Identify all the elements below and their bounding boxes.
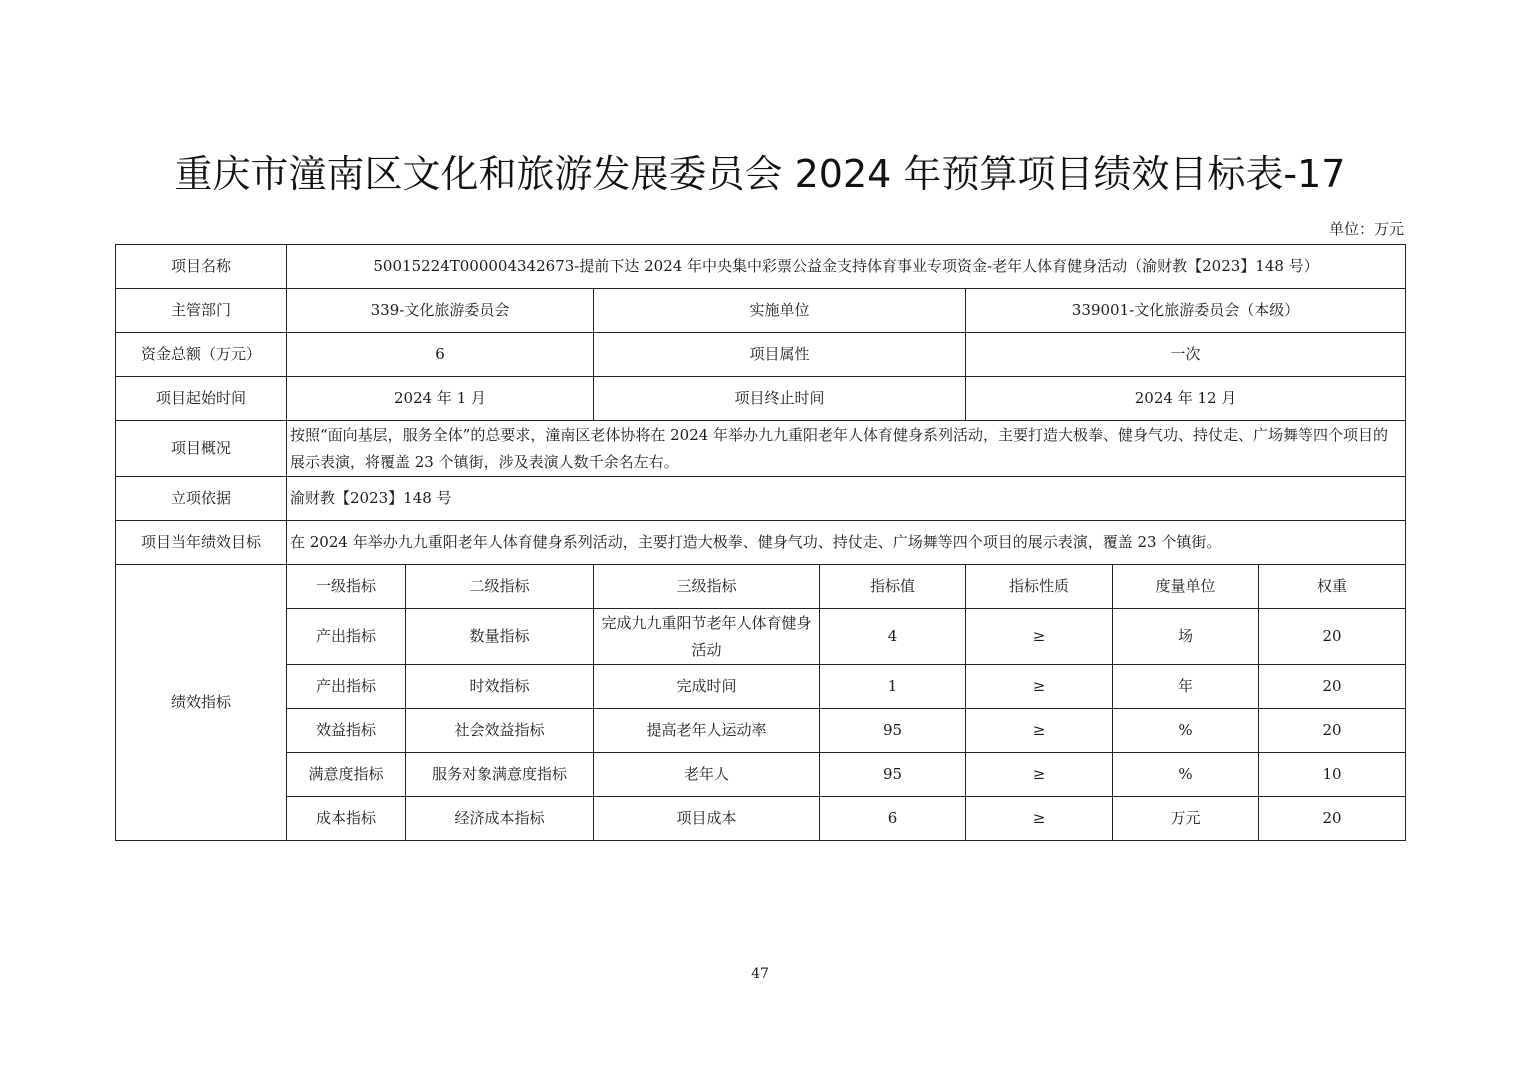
indicator-row <box>116 665 1406 709</box>
row-goal <box>116 521 1406 565</box>
indicator-level1: 效益指标 <box>287 709 406 753</box>
indicator-row <box>116 609 1406 665</box>
overview-label: 项目概况 <box>116 421 287 477</box>
project-name-value: 50015224T000004342673-提前下达 2024 年中央集中彩票公益金支持体育事业专项资金-老年人体育健身活动（渝财教【2023】148 号） <box>287 245 1406 289</box>
indicator-value: 95 <box>820 753 966 797</box>
indicator-header-row <box>116 565 1406 609</box>
goal-value: 在 2024 年举办九九重阳老年人体育健身系列活动，主要打造大极拳、健身气功、持仗走、广场舞等四个项目的展示表演，覆盖 23 个镇街。 <box>287 521 1406 565</box>
indicator-level2: 社会效益指标 <box>406 709 594 753</box>
basis-value: 渝财教【2023】148 号 <box>287 477 1406 521</box>
total-label: 资金总额（万元） <box>116 333 287 377</box>
attr-label: 项目属性 <box>594 333 966 377</box>
indicator-level1: 成本指标 <box>287 797 406 841</box>
indicator-unit: % <box>1113 709 1259 753</box>
page-number: 47 <box>751 966 769 982</box>
end-value: 2024 年 12 月 <box>966 377 1406 421</box>
header-level2: 二级指标 <box>406 565 594 609</box>
indicator-row <box>116 709 1406 753</box>
indicator-level2: 时效指标 <box>406 665 594 709</box>
indicator-level2: 数量指标 <box>406 609 594 665</box>
indicator-nature: ≥ <box>966 609 1113 665</box>
indicator-weight: 10 <box>1259 753 1406 797</box>
impl-label: 实施单位 <box>594 289 966 333</box>
header-weight: 权重 <box>1259 565 1406 609</box>
project-name-label: 项目名称 <box>116 245 287 289</box>
indicator-row <box>116 753 1406 797</box>
header-value: 指标值 <box>820 565 966 609</box>
row-period <box>116 377 1406 421</box>
indicator-unit: 年 <box>1113 665 1259 709</box>
indicator-value: 1 <box>820 665 966 709</box>
indicator-level1: 满意度指标 <box>287 753 406 797</box>
indicator-unit: 万元 <box>1113 797 1259 841</box>
unit-label: 单位：万元 <box>1328 220 1404 238</box>
row-project-name <box>116 245 1406 289</box>
indicator-level3: 完成时间 <box>594 665 820 709</box>
start-value: 2024 年 1 月 <box>287 377 594 421</box>
dept-label: 主管部门 <box>116 289 287 333</box>
basis-label: 立项依据 <box>116 477 287 521</box>
indicator-weight: 20 <box>1259 709 1406 753</box>
header-unit: 度量单位 <box>1113 565 1259 609</box>
indicator-level3: 提高老年人运动率 <box>594 709 820 753</box>
indicator-row <box>116 797 1406 841</box>
start-label: 项目起始时间 <box>116 377 287 421</box>
indicator-value: 4 <box>820 609 966 665</box>
indicator-value: 95 <box>820 709 966 753</box>
indicator-nature: ≥ <box>966 709 1113 753</box>
indicator-unit: 场 <box>1113 609 1259 665</box>
indicator-level3: 完成九九重阳节老年人体育健身活动 <box>594 609 820 665</box>
indicator-unit: % <box>1113 753 1259 797</box>
row-department <box>116 289 1406 333</box>
goal-label: 项目当年绩效目标 <box>116 521 287 565</box>
indicator-level1: 产出指标 <box>287 609 406 665</box>
end-label: 项目终止时间 <box>594 377 966 421</box>
indicator-level2: 服务对象满意度指标 <box>406 753 594 797</box>
indicator-weight: 20 <box>1259 665 1406 709</box>
header-level3: 三级指标 <box>594 565 820 609</box>
indicators-section-label: 绩效指标 <box>116 565 287 841</box>
indicator-nature: ≥ <box>966 797 1113 841</box>
indicator-level3: 项目成本 <box>594 797 820 841</box>
overview-value: 按照“面向基层，服务全体”的总要求，潼南区老体协将在 2024 年举办九九重阳老年人体育健身系列活动，主要打造大极拳、健身气功、持仗走、广场舞等四个项目的展示表演，将覆盖 23 个镇街，涉及表演人数千余名左右。 <box>287 421 1406 477</box>
total-value: 6 <box>287 333 594 377</box>
attr-value: 一次 <box>966 333 1406 377</box>
indicator-nature: ≥ <box>966 665 1113 709</box>
indicator-level1: 产出指标 <box>287 665 406 709</box>
indicator-weight: 20 <box>1259 609 1406 665</box>
page-title: 重庆市潼南区文化和旅游发展委员会 2024 年预算项目绩效目标表-17 <box>174 152 1346 196</box>
performance-target-table <box>115 244 1406 841</box>
header-level1: 一级指标 <box>287 565 406 609</box>
row-basis <box>116 477 1406 521</box>
impl-value: 339001-文化旅游委员会（本级） <box>966 289 1406 333</box>
dept-value: 339-文化旅游委员会 <box>287 289 594 333</box>
indicator-weight: 20 <box>1259 797 1406 841</box>
header-nature: 指标性质 <box>966 565 1113 609</box>
indicator-nature: ≥ <box>966 753 1113 797</box>
row-funding <box>116 333 1406 377</box>
indicator-level2: 经济成本指标 <box>406 797 594 841</box>
row-overview <box>116 421 1406 477</box>
indicator-value: 6 <box>820 797 966 841</box>
indicator-level3: 老年人 <box>594 753 820 797</box>
